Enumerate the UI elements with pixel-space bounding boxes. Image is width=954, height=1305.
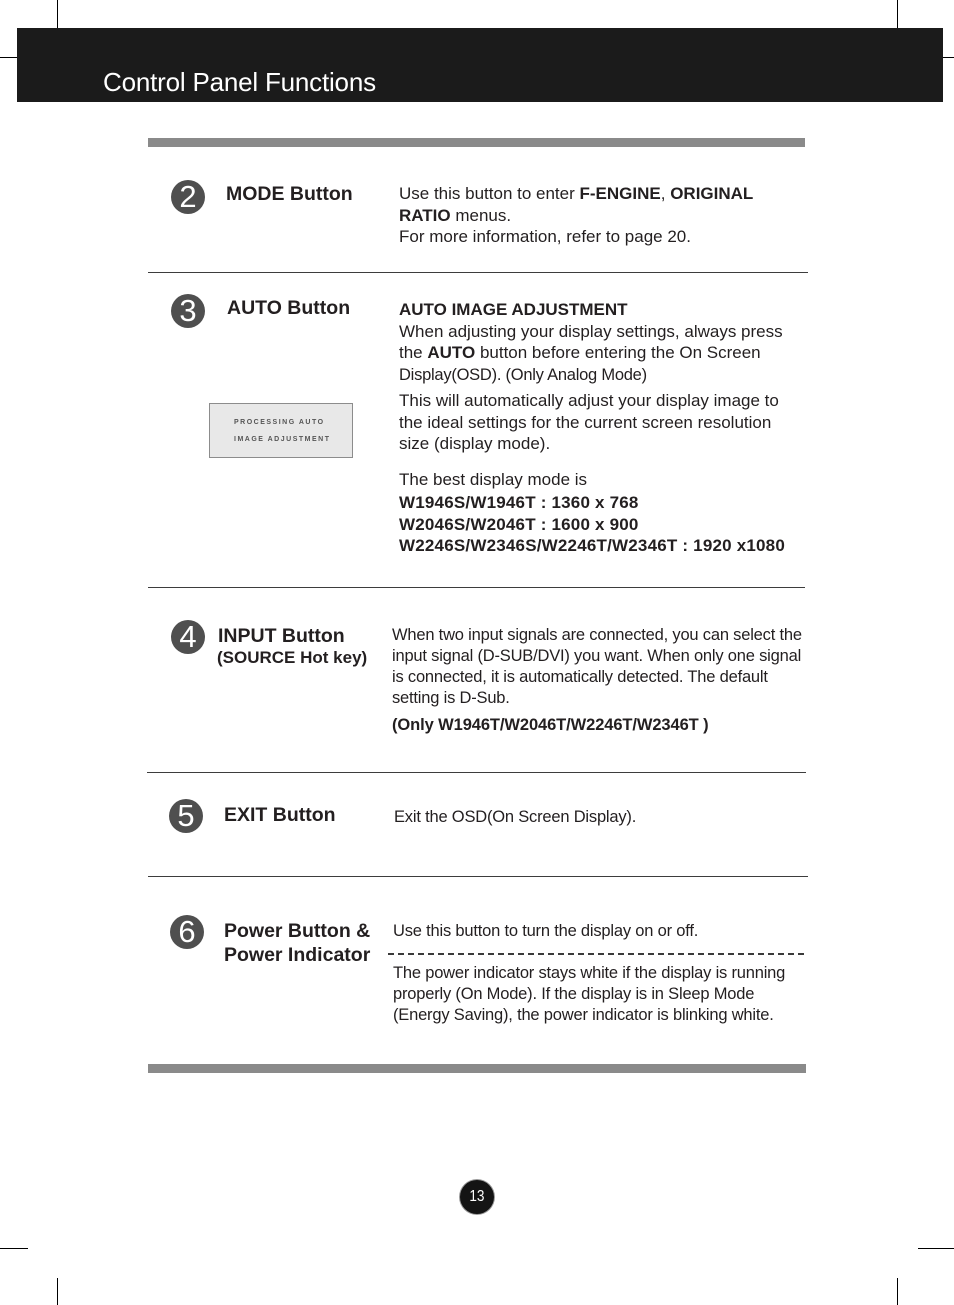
description-line: When two input signals are connected, you can select the <box>392 626 802 644</box>
page-title: Control Panel Functions <box>103 67 376 97</box>
page-number: 13 <box>469 1188 485 1205</box>
text-segment: Display(OSD). (Only Analog Mode) <box>399 365 647 384</box>
section-divider <box>148 272 808 273</box>
power-button-description: Use this button to turn the display on or off. <box>393 922 699 940</box>
osd-message-line: IMAGE ADJUSTMENT <box>234 436 331 443</box>
section-number-badge-6: 6 <box>170 915 204 949</box>
description-line: is connected, it is automatically detected. The default <box>392 668 768 686</box>
auto-button-title: AUTO Button <box>227 297 351 319</box>
description-line <box>399 183 753 205</box>
top-rule <box>148 138 805 147</box>
auto-button-description <box>399 299 783 386</box>
input-button-title: INPUT Button <box>218 625 345 647</box>
description-line: The power indicator stays white if the display is running <box>393 964 786 982</box>
section-divider <box>148 876 808 877</box>
text-segment: Use this button to enter <box>399 184 580 203</box>
crop-mark-top-left-horizontal <box>0 57 17 58</box>
exit-button-description: Exit the OSD(On Screen Display). <box>394 808 637 826</box>
description-line: setting is D-Sub. <box>392 689 510 707</box>
ratio-term: RATIO <box>399 205 451 225</box>
section-number-badge-2: 2 <box>171 180 205 214</box>
model-availability-note: (Only W1946T/W2046T/W2246T/W2346T ) <box>392 716 709 734</box>
exit-button-title: EXIT Button <box>224 804 336 826</box>
dashed-separator <box>388 953 805 955</box>
best-display-mode-list <box>399 492 785 557</box>
power-indicator-description <box>393 963 785 1026</box>
section-number-badge-4: 4 <box>171 620 205 654</box>
auto-image-adjustment-heading: AUTO IMAGE ADJUSTMENT <box>399 300 628 319</box>
mode-button-title: MODE Button <box>226 183 353 205</box>
description-line: size (display mode). <box>399 434 551 453</box>
crop-mark-bottom-right-horizontal <box>918 1248 954 1249</box>
description-line: input signal (D-SUB/DVI) you want. When only one signal <box>392 647 802 665</box>
crop-mark-top-right-horizontal <box>943 57 954 58</box>
crop-mark-bottom-right-vertical <box>897 1278 898 1305</box>
display-mode-item: W1946S/W1946T : 1360 x 768 <box>399 493 639 512</box>
text-segment: button before entering the On Screen <box>475 343 761 362</box>
osd-message-box <box>209 403 353 458</box>
description-line <box>399 226 753 248</box>
display-mode-item: W2246S/W2346S/W2246T/W2346T : 1920 x1080 <box>399 536 785 555</box>
title-line: Power Button & <box>224 920 371 942</box>
description-line: properly (On Mode). If the display is in Sleep Mode <box>393 985 755 1003</box>
bottom-rule <box>148 1064 806 1073</box>
power-button-title <box>224 919 370 967</box>
description-line <box>399 364 783 387</box>
auto-term: AUTO <box>427 343 476 362</box>
text-segment: , <box>660 184 671 203</box>
section-number-badge-5: 5 <box>169 799 203 833</box>
crop-mark-top-left-vertical <box>57 0 58 28</box>
mode-button-description <box>399 183 753 248</box>
text-segment: For more information, refer to page 20. <box>399 227 691 246</box>
description-line: This will automatically adjust your display image to <box>399 391 779 410</box>
display-mode-item: W2046S/W2046T : 1600 x 900 <box>399 514 639 534</box>
section-number-badge-3: 3 <box>171 294 205 328</box>
title-line: Power Indicator <box>224 944 371 966</box>
text-segment: the <box>399 343 428 362</box>
auto-adjust-paragraph <box>399 390 779 455</box>
text-segment: menus. <box>450 205 512 225</box>
description-line: (Energy Saving), the power indicator is blinking white. <box>393 1006 774 1024</box>
description-line <box>399 205 753 227</box>
osd-message-line: PROCESSING AUTO <box>234 419 325 426</box>
description-line <box>399 321 783 343</box>
description-line: the ideal settings for the current screen resolution <box>399 412 772 432</box>
section-divider <box>147 772 806 773</box>
f-engine-term: F-ENGINE <box>579 184 661 203</box>
original-term: ORIGINAL <box>670 184 754 203</box>
best-display-mode-intro: The best display mode is <box>399 470 588 489</box>
text-segment: When adjusting your display settings, always press <box>399 321 783 341</box>
page-number-badge <box>460 1180 494 1214</box>
source-hot-key-subtitle: (SOURCE Hot key) <box>217 648 368 667</box>
crop-mark-bottom-left-horizontal <box>0 1248 28 1249</box>
crop-mark-bottom-left-vertical <box>57 1278 58 1305</box>
section-divider <box>148 587 805 588</box>
crop-mark-top-right-vertical <box>897 0 898 28</box>
input-button-description <box>392 625 802 709</box>
description-line <box>399 342 783 364</box>
